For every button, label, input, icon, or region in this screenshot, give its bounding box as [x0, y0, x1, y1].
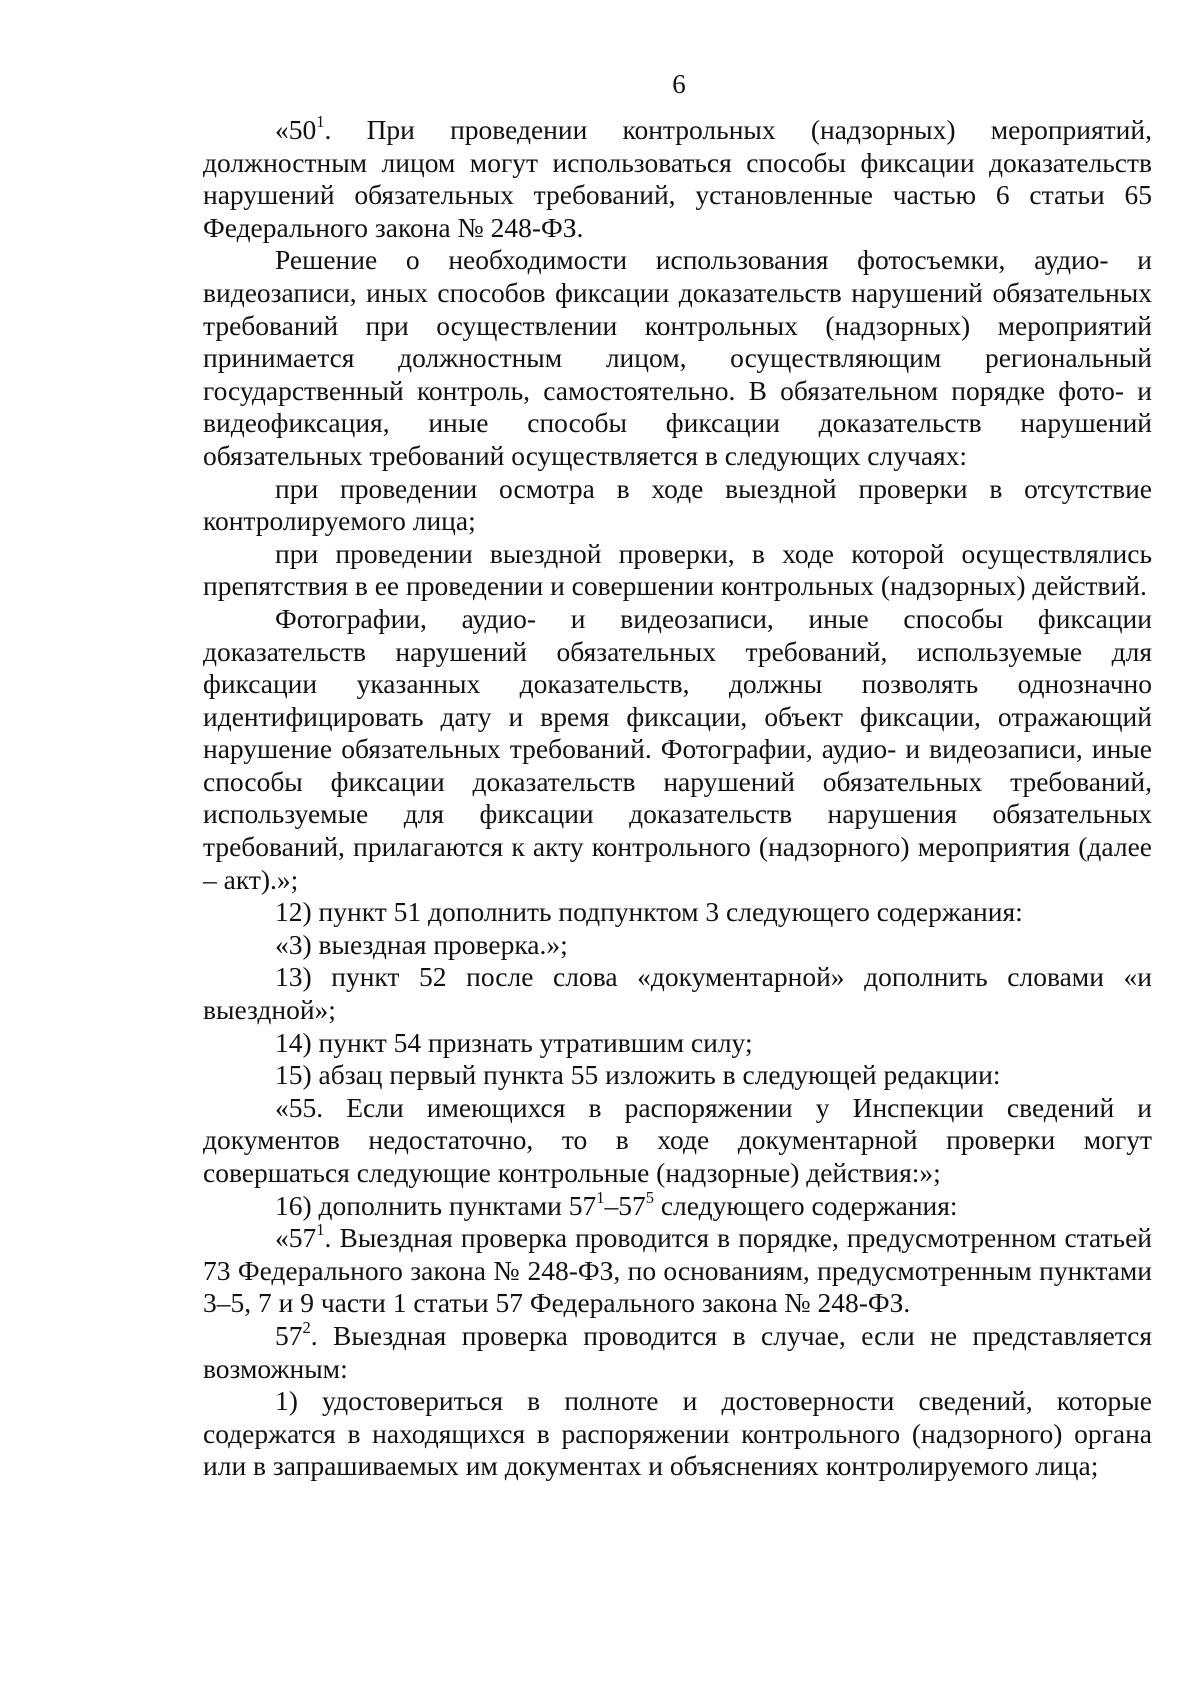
text-run: . При проведении контрольных (надзорных) мероприятий, должностным лицом могут использоваться способы фиксации доказательств нарушений обязательных требований, установленные частью 6 статьи 65 Федерального закона № 248-ФЗ.	[203, 114, 1152, 243]
paragraph-p-13	[203, 961, 1152, 1026]
superscript: 5	[645, 1187, 654, 1207]
text-run: «57	[275, 1222, 317, 1254]
text-run: 16) дополнить пунктами 57	[275, 1189, 597, 1221]
text-run: «55. Если имеющихся в распоряжении у Инспекции сведений и документов недостаточно, то в ходе документарной проверки могут совершаться следующие контрольные (надзорные) действия:»;	[203, 1091, 1152, 1188]
paragraph-p-12-3	[203, 929, 1152, 962]
paragraph-p-571	[203, 1222, 1152, 1320]
paragraph-p-photos	[203, 603, 1152, 896]
text-run: следующего содержания:	[653, 1189, 958, 1221]
superscript: 1	[316, 112, 325, 132]
text-run: при проведении осмотра в ходе выездной проверки в отсутствие контролируемого лица;	[203, 472, 1152, 537]
superscript: 1	[316, 1220, 325, 1240]
superscript: 1	[596, 1187, 605, 1207]
paragraph-p-572	[203, 1320, 1152, 1385]
text-run: при проведении выездной проверки, в ходе которой осуществлялись препятствия в ее проведении и совершении контрольных (надзорных) действий.	[203, 537, 1152, 602]
paragraph-p-12	[203, 896, 1152, 929]
text-run: 12) пункт 51 дополнить подпунктом 3 следующего содержания:	[275, 896, 1023, 928]
text-run: 15) абзац первый пункта 55 изложить в следующей редакции:	[275, 1059, 1001, 1091]
text-run: Решение о необходимости использования фотосъемки, аудио- и видеозаписи, иных способов фиксации доказательств нарушений обязательных требований при осуществлении контрольных (надзорных) мероприятий принимается должностным лицом, осуществляющим региональный государственный контроль, самостоятельно. В обязательном порядке фото- и видеофиксация, иные способы фиксации доказательств нарушений обязательных требований осуществляется в следующих случаях:	[203, 244, 1152, 471]
text-run: Фотографии, аудио- и видеозаписи, иные способы фиксации доказательств нарушений обязательных требований, используемые для фиксации указанных доказательств, должны позволять однозначно идентифицировать дату и время фиксации, объект фиксации, отражающий нарушение обязательных требований. Фотографии, аудио- и видеозаписи, иные способы фиксации доказательств нарушений обязательных требований, используемые для фиксации доказательств нарушения обязательных требований, прилагаются к акту контрольного (надзорного) мероприятия (далее – акт).»;	[203, 602, 1152, 895]
paragraph-p-572-1	[203, 1385, 1152, 1483]
page-number: 6	[672, 69, 686, 99]
text-run: . Выездная проверка проводится в порядке, предусмотренном статьей 73 Федерального закона № 248-ФЗ, по основаниям, предусмотренным пунктами 3–5, 7 и 9 части 1 статьи 57 Федерального закона № 248-ФЗ.	[203, 1222, 1152, 1319]
document-body	[203, 114, 1152, 1483]
paragraph-p-14	[203, 1027, 1152, 1060]
paragraph-p-15	[203, 1059, 1152, 1092]
paragraph-p501	[203, 114, 1152, 244]
text-run: . Выездная проверка проводится в случае, если не представляется возможным:	[203, 1319, 1152, 1384]
paragraph-p-case1	[203, 473, 1152, 538]
paragraph-p-16	[203, 1187, 1152, 1223]
text-run: 13) пункт 52 после слова «документарной» дополнить словами «и выездной»;	[203, 961, 1152, 1026]
text-run: «50	[275, 114, 317, 145]
paragraph-p-case2	[203, 538, 1152, 603]
superscript: 2	[302, 1318, 311, 1338]
text-run: 57	[275, 1319, 303, 1351]
text-run: –57	[604, 1189, 646, 1221]
paragraph-p-reshenie	[203, 244, 1152, 472]
text-run: 1) удостовериться в полноте и достоверности сведений, которые содержатся в находящихся в распоряжении контрольного (надзорного) органа или в запрашиваемых им документах и объяснениях контролируемого лица;	[203, 1385, 1152, 1482]
text-run: 14) пункт 54 признать утратившим силу;	[275, 1026, 753, 1058]
text-run: «3) выездная проверка.»;	[275, 928, 568, 960]
paragraph-p-55	[203, 1092, 1152, 1190]
